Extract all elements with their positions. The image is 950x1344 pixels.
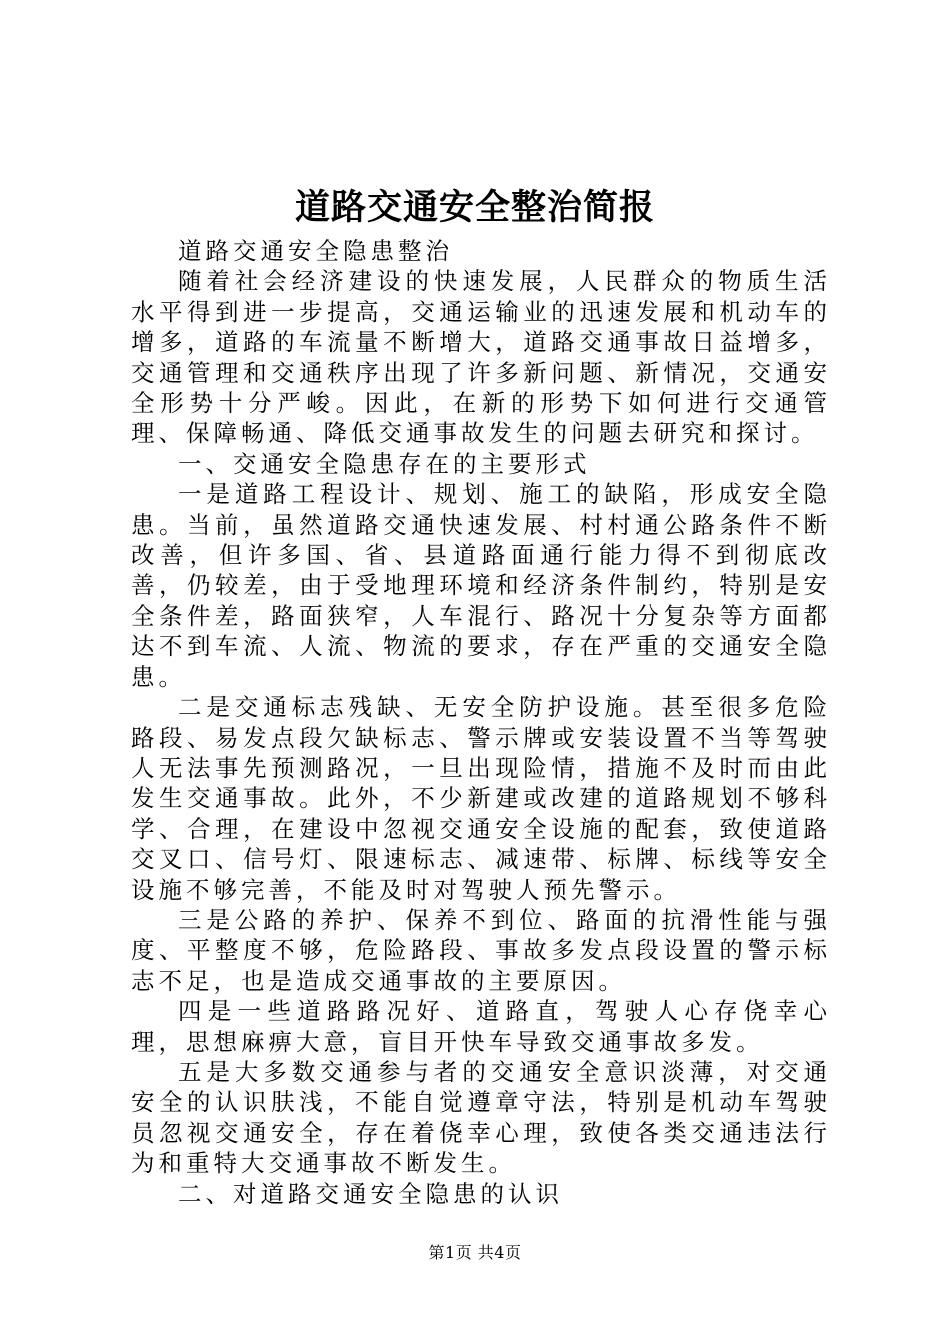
document-body: [131, 236, 831, 1209]
paragraph-item-4: 四是一些道路路况好、道路直，驾驶人心存侥幸心理，思想麻痹大意，盲目开快车导致交通事故多发。: [131, 997, 831, 1056]
section-heading-2: 二、对道路交通安全隐患的认识: [178, 1179, 563, 1208]
paragraph-item-1: 一是道路工程设计、规划、施工的缺陷，形成安全隐患。当前，虽然道路交通快速发展、村村通公路条件不断改善，但许多国、省、县道路面通行能力得不到彻底改善，仍较差，由于受地理环境和经济条件制约，特别是安全条件差，路面狭窄，人车混行、路况十分复杂等方面都达不到车流、人流、物流的要求，存在严重的交通安全隐患。: [131, 480, 831, 691]
paragraph-intro: 随着社会经济建设的快速发展，人民群众的物质生活水平得到进一步提高，交通运输业的迅速发展和机动车的增多，道路的车流量不断增大，道路交通事故日益增多，交通管理和交通秩序出现了许多新问题、新情况，交通安全形势十分严峻。因此，在新的形势下如何进行交通管理、保障畅通、降低交通事故发生的问题去研究和探讨。: [131, 267, 831, 448]
paragraph-item-3: 三是公路的养护、保养不到位、路面的抗滑性能与强度、平整度不够，危险路段、事故多发点段设置的警示标志不足，也是造成交通事故的主要原因。: [131, 905, 831, 995]
section-heading-1: 一、交通安全隐患存在的主要形式: [178, 449, 591, 478]
paragraph-subtitle: 道路交通安全隐患整治: [178, 237, 453, 265]
page-number-footer: 第1页 共4页: [428, 1243, 522, 1262]
paragraph-item-5: 五是大多数交通参与者的交通安全意识淡薄，对交通安全的认识肤浅，不能自觉遵章守法，特别是机动车驾驶员忽视交通安全，存在着侥幸心理，致使各类交通违法行为和重特大交通事故不断发生。: [131, 1057, 831, 1178]
paragraph-item-2: 二是交通标志残缺、无安全防护设施。甚至很多危险路段、易发点段欠缺标志、警示牌或安装设置不当等驾驶人无法事先预测路况，一旦出现险情，措施不及时而由此发生交通事故。此外，不少新建或改建的道路规划不够科学、合理，在建设中忽视交通安全设施的配套，致使道路交叉口、信号灯、限速标志、减速带、标牌、标线等安全设施不够完善，不能及时对驾驶人预先警示。: [131, 693, 831, 904]
document-title: 道路交通安全整治简报: [294, 187, 655, 228]
